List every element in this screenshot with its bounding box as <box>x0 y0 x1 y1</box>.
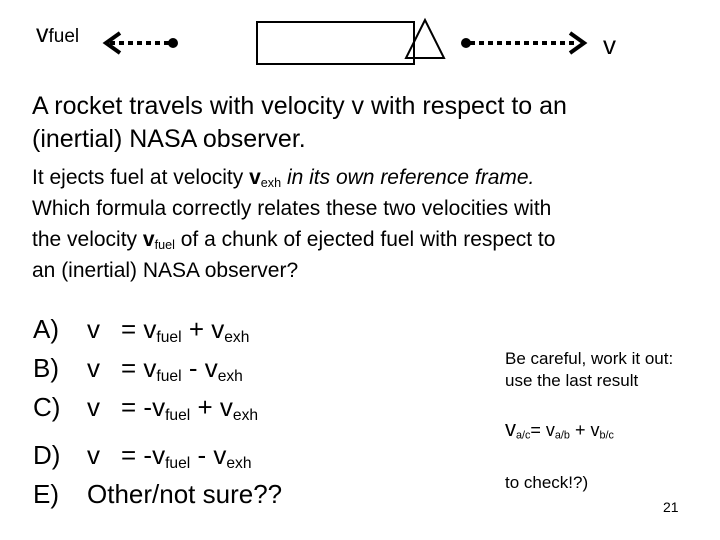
v-diagram-label: v <box>603 30 616 60</box>
question-line-3-post: in its own reference frame. <box>281 166 535 189</box>
answer-c-formula: = $-v_{fuel} + v_{exh}$ <box>121 392 259 424</box>
vexh-subscript: exh <box>260 176 282 191</box>
question-text <box>32 90 712 286</box>
question-line-5-post: of a chunk of ejected fuel with respect to <box>174 228 556 251</box>
question-line-2: (inertial) NASA observer. <box>32 125 306 153</box>
answer-a-formula: = $v_{fuel} + v_{exh}$ <box>121 314 250 346</box>
question-line-5 <box>32 224 712 255</box>
vfuel-symbol: v <box>142 228 155 251</box>
hint-line-1: Be careful, work it out: <box>505 349 674 368</box>
answer-c-lhs: v <box>87 392 100 422</box>
rocket-diagram <box>0 0 720 80</box>
hint-check: to check!?) <box>505 473 589 492</box>
question-line-5-pre: the velocity <box>32 228 143 251</box>
vexh-symbol: v <box>249 166 261 189</box>
answer-b-letter: B) <box>33 353 59 383</box>
vfuel-label-v: v <box>36 20 49 48</box>
answer-d-formula: = $-v_{fuel} - v_{exh}$ <box>121 440 252 472</box>
answer-a-letter: A) <box>33 314 59 344</box>
hint-formula: $v_{a/c}= v_{a/b} + v_{b/c}$ <box>505 416 614 442</box>
v-arrow-origin-dot <box>461 38 471 48</box>
question-line-1: A rocket travels with velocity v with respect to an <box>32 92 567 120</box>
vfuel-subscript: fuel <box>154 238 175 253</box>
question-line-6: an (inertial) NASA observer? <box>32 259 299 282</box>
answer-b-formula: = $v_{fuel} - v_{exh}$ <box>121 353 243 385</box>
vfuel-diagram-label <box>36 20 79 49</box>
question-line-4: Which formula correctly relates these two velocities with <box>32 197 552 220</box>
rocket-body <box>257 22 414 64</box>
hint-line-2: use the last result <box>505 371 639 390</box>
answer-e-text: Other/not sure?? <box>87 479 283 509</box>
answer-c-letter: C) <box>33 392 61 422</box>
page-number: 21 <box>663 499 679 515</box>
vfuel-arrow-origin-dot <box>168 38 178 48</box>
hint-text <box>505 348 715 494</box>
answer-b-lhs: v <box>87 353 100 383</box>
question-line-3-pre: It ejects fuel at velocity <box>32 166 250 189</box>
answer-d-lhs: v <box>87 440 100 470</box>
vfuel-label-sub: fuel <box>48 26 80 47</box>
answer-e-letter: E) <box>33 479 59 509</box>
answer-a-lhs: v <box>87 314 100 344</box>
question-line-3 <box>32 162 712 193</box>
answer-d-letter: D) <box>33 440 61 470</box>
